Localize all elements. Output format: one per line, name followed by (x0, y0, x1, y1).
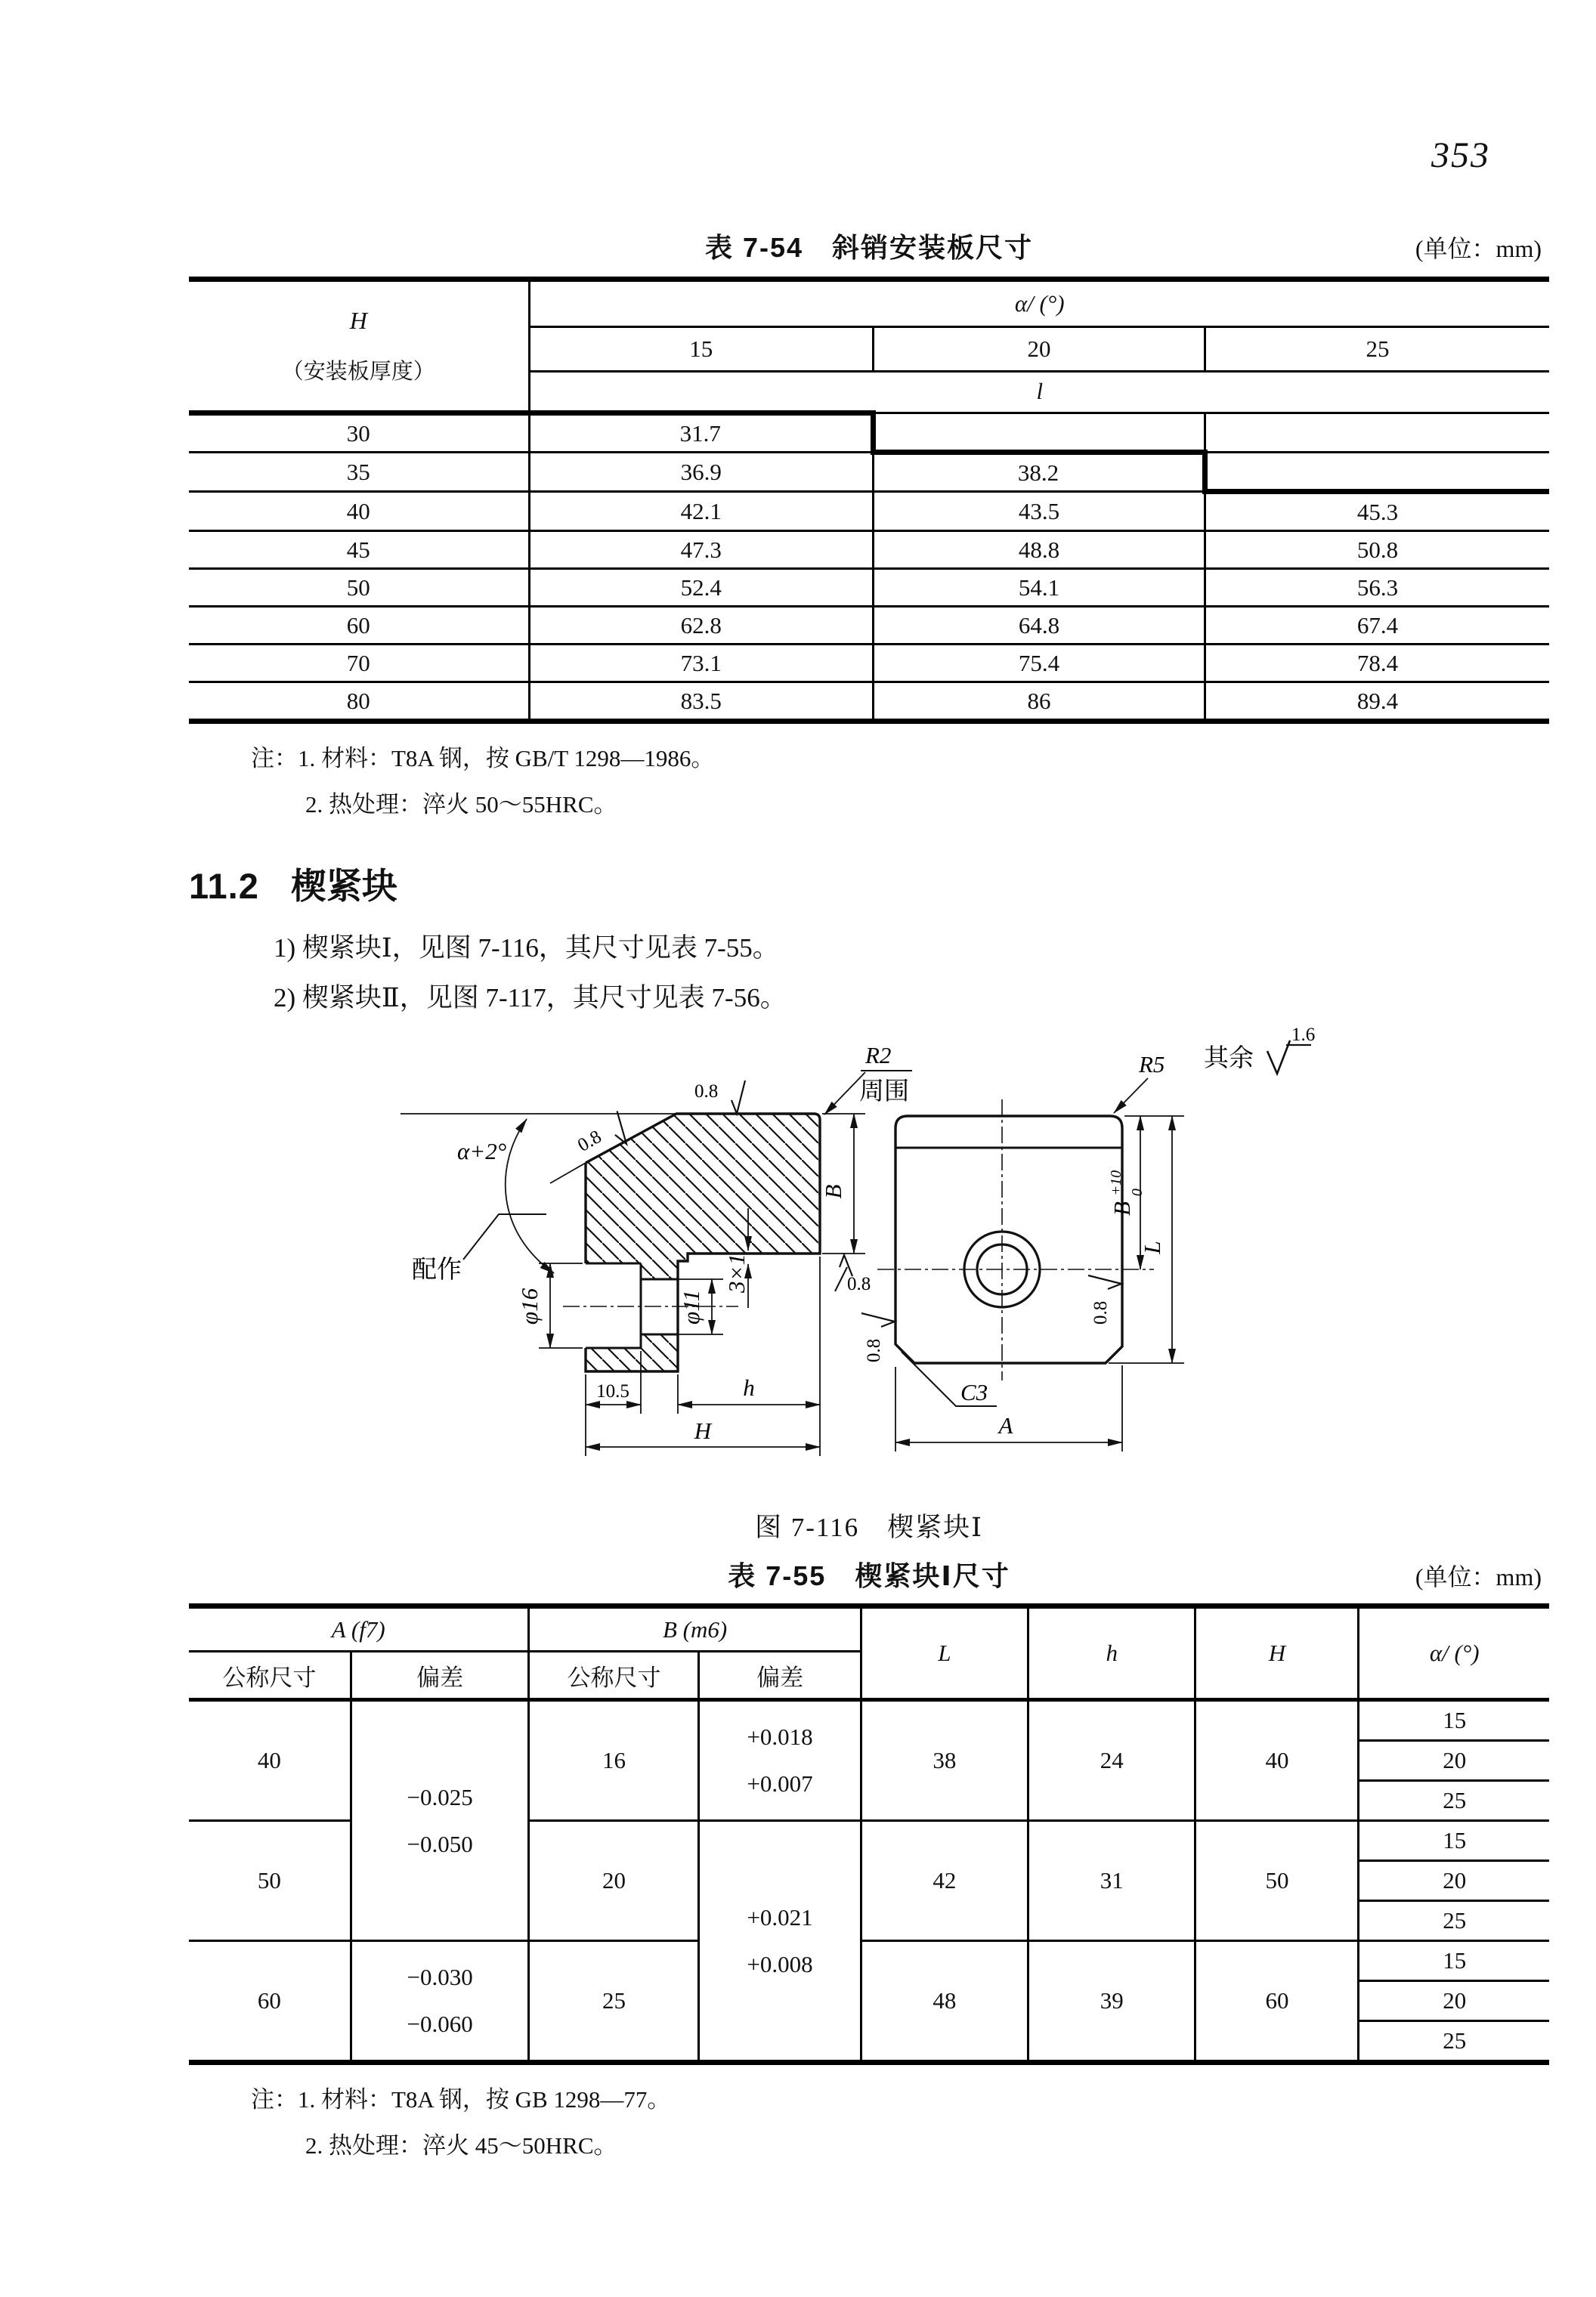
cell-l15: 31.7 (529, 413, 873, 453)
header-nominal-B: 公称尺寸 (529, 1652, 699, 1700)
r2-callout (824, 1042, 912, 1114)
cell-h: 30 (189, 413, 529, 453)
dim-L (1109, 1116, 1184, 1363)
table-row (189, 1941, 1549, 1981)
table-7-54-section (189, 0, 1549, 2160)
cell-h: 40 (189, 492, 529, 531)
cell-h: 39 (1028, 1941, 1195, 2063)
technical-drawing (336, 1027, 1432, 1501)
cell-l20: 75.4 (873, 645, 1205, 682)
table-7-55-title: 表 7-55 楔紧块Ⅰ尺寸 (728, 1560, 1010, 1591)
header-l: l (529, 372, 1549, 413)
surface-note-text: 其余 (1204, 1045, 1254, 1072)
cell-alpha: 15 (1359, 1821, 1549, 1861)
table-7-54-notes (189, 739, 1549, 819)
r5-callout (1114, 1051, 1165, 1113)
roughness-check-icon (1088, 1275, 1121, 1289)
table-row (189, 413, 1549, 453)
roughness-mark-left-edge (861, 1313, 895, 1362)
header-nominal-A: 公称尺寸 (189, 1652, 351, 1700)
cell-l15: 36.9 (529, 453, 873, 492)
svg-text:H: H (694, 1417, 712, 1444)
header-h-sublabel: （安装板厚度） (281, 360, 435, 384)
cell-B-deviation: +0.018 +0.007 (699, 1700, 861, 1821)
list-item: 2) 楔紧块Ⅱ，见图 7-117，其尺寸见表 7-56。 (274, 983, 787, 1012)
table-row (189, 682, 1549, 722)
surface-note-value: 1.6 (1291, 1027, 1316, 1045)
table-7-54 (189, 277, 1549, 724)
cell-A: 40 (189, 1700, 351, 1821)
table-row (189, 607, 1549, 645)
cell-l20: 86 (873, 682, 1205, 722)
cell-B-deviation: +0.021 +0.008 (699, 1821, 861, 2063)
cell-A-deviation: −0.030 −0.060 (351, 1941, 529, 2063)
header-angle-15: 15 (529, 327, 873, 372)
section-items (189, 927, 1549, 1015)
cell-B: 20 (529, 1821, 699, 1941)
dim-A (895, 1365, 1122, 1451)
cell-h: 80 (189, 682, 529, 722)
cell-l20: 43.5 (873, 492, 1205, 531)
table-7-54-title: 表 7-54 斜销安装板尺寸 (704, 232, 1034, 263)
left-view-section (401, 1042, 912, 1456)
cell-A-deviation: −0.025 −0.050 (351, 1700, 529, 1941)
note-line: 2. 热处理：淬火 45～50HRC。 (305, 2132, 617, 2159)
header-alpha: α/ (°) (529, 280, 1549, 327)
cell-l25 (1205, 413, 1549, 453)
svg-text:h: h (743, 1374, 755, 1401)
dim-h (678, 1374, 820, 1405)
table-7-55-notes (189, 2080, 1549, 2160)
cell-alpha: 15 (1359, 1941, 1549, 1981)
svg-text:0.8: 0.8 (694, 1081, 719, 1102)
table-7-55 (189, 1603, 1549, 2065)
cell-l20 (873, 413, 1205, 453)
svg-text:φ16: φ16 (516, 1288, 543, 1325)
note-line: 2. 热处理：淬火 50～55HRC。 (305, 791, 617, 818)
table-row (189, 645, 1549, 682)
roughness-check-icon (861, 1313, 895, 1327)
cell-L: 42 (861, 1821, 1028, 1941)
header-H: H (1195, 1606, 1359, 1700)
svg-text:B +10: B $^{+10}$ 0 (1108, 1170, 1146, 1216)
cell-l20: 64.8 (873, 607, 1205, 645)
figure-caption: 图 7-116 楔紧块Ⅰ (755, 1513, 983, 1542)
cell-alpha: 20 (1359, 1861, 1549, 1901)
counterbore-void (586, 1263, 641, 1348)
note-line: 注：1. 材料：T8A 钢，按 GB 1298—77。 (251, 2086, 671, 2113)
header-A: A (f7) (331, 1615, 385, 1643)
header-L: L (861, 1606, 1028, 1700)
section-heading (189, 858, 1549, 909)
table-7-54-unit: (单位：mm) (1415, 235, 1542, 262)
cell-H: 60 (1195, 1941, 1359, 2063)
note-line: 注：1. 材料：T8A 钢，按 GB/T 1298—1986。 (251, 745, 715, 771)
fit-label: 配作 (412, 1257, 462, 1284)
cell-H: 40 (1195, 1700, 1359, 1821)
cell-l15: 42.1 (529, 492, 873, 531)
header-dev-B: 偏差 (699, 1652, 861, 1700)
header-h-cell (189, 280, 529, 413)
cell-l15: 83.5 (529, 682, 873, 722)
right-view-plan (861, 1051, 1184, 1451)
header-alpha: α/ (°) (1359, 1606, 1549, 1700)
table-row (189, 453, 1549, 492)
cell-l20: 48.8 (873, 531, 1205, 569)
fit-callout (412, 1214, 546, 1284)
cell-l15: 62.8 (529, 607, 873, 645)
header-h: h (1028, 1606, 1195, 1700)
cell-B: 25 (529, 1941, 699, 2063)
svg-text:B: B (820, 1184, 846, 1199)
cell-l20: 54.1 (873, 569, 1205, 607)
cell-l25: 56.3 (1205, 569, 1549, 607)
angle-arc (506, 1119, 554, 1273)
roughness-check-icon (732, 1080, 745, 1114)
roughness-mark-bottom (835, 1255, 871, 1294)
table-7-54-title-row (189, 227, 1549, 266)
cell-l25: 67.4 (1205, 607, 1549, 645)
table-row (189, 569, 1549, 607)
svg-text:L: L (1139, 1241, 1165, 1254)
c3-callout (902, 1352, 997, 1406)
cell-h: 24 (1028, 1700, 1195, 1821)
cell-h: 70 (189, 645, 529, 682)
table-row (189, 492, 1549, 531)
angle-label: α+2° (457, 1138, 507, 1164)
svg-text:0.8: 0.8 (847, 1274, 871, 1294)
plan-outline (895, 1116, 1122, 1363)
list-item: 1) 楔紧块Ⅰ，见图 7-116，其尺寸见表 7-55。 (274, 933, 779, 963)
svg-text:A: A (998, 1412, 1013, 1439)
c3-label: C3 (960, 1379, 988, 1405)
svg-text:0.8: 0.8 (574, 1126, 605, 1156)
cell-h: 35 (189, 453, 529, 492)
cell-l15: 47.3 (529, 531, 873, 569)
cell-alpha: 25 (1359, 1781, 1549, 1821)
cell-alpha: 25 (1359, 2021, 1549, 2063)
surface-roughness-general (1204, 1027, 1315, 1074)
cell-l15: 52.4 (529, 569, 873, 607)
cell-alpha: 15 (1359, 1700, 1549, 1741)
table-7-55-title-row (189, 1555, 1549, 1594)
roughness-check-icon (840, 1255, 852, 1276)
r5-label: R5 (1139, 1051, 1165, 1077)
header-dev-A: 偏差 (351, 1652, 529, 1700)
table-7-55-unit: (单位：mm) (1415, 1563, 1542, 1591)
svg-text:3×1: 3×1 (723, 1254, 750, 1293)
cell-h: 31 (1028, 1821, 1195, 1941)
cell-H: 50 (1195, 1821, 1359, 1941)
table-row (189, 531, 1549, 569)
section-title: 楔紧块 (290, 866, 397, 906)
header-h-label: H (349, 307, 367, 334)
dim-H (586, 1417, 820, 1447)
figure-7-116 (336, 1027, 1549, 1505)
roughness-mark-top (694, 1080, 745, 1114)
cell-l25: 78.4 (1205, 645, 1549, 682)
header-B: B (m6) (529, 1606, 861, 1652)
dim-phi16 (516, 1263, 583, 1348)
cell-l25: 89.4 (1205, 682, 1549, 722)
svg-text:0.8: 0.8 (864, 1338, 884, 1362)
cell-l20: 38.2 (873, 453, 1205, 492)
svg-text:10.5: 10.5 (596, 1381, 629, 1402)
cell-l25: 45.3 (1205, 492, 1549, 531)
r2-scope-label: 周围 (859, 1078, 909, 1105)
svg-text:0.8: 0.8 (1090, 1300, 1111, 1325)
cell-l25: 50.8 (1205, 531, 1549, 569)
cell-alpha: 20 (1359, 1981, 1549, 2021)
cell-h: 50 (189, 569, 529, 607)
cell-A: 60 (189, 1941, 351, 2063)
dim-B (820, 1114, 865, 1254)
cell-h: 60 (189, 607, 529, 645)
cell-h: 45 (189, 531, 529, 569)
section-number: 11.2 (189, 866, 259, 906)
cell-B: 16 (529, 1700, 699, 1821)
svg-text:φ11: φ11 (678, 1290, 704, 1325)
header-angle-25: 25 (1205, 327, 1549, 372)
roughness-mark-right-edge (1088, 1275, 1121, 1325)
cell-alpha: 20 (1359, 1741, 1549, 1781)
cell-A: 50 (189, 1821, 351, 1941)
cell-l25 (1205, 453, 1549, 492)
cell-L: 48 (861, 1941, 1028, 2063)
r2-label: R2 (865, 1042, 892, 1068)
page-number: 353 (1431, 135, 1490, 175)
cell-l15: 73.1 (529, 645, 873, 682)
cell-L: 38 (861, 1700, 1028, 1821)
table-row (189, 1700, 1549, 1741)
cell-alpha: 25 (1359, 1901, 1549, 1941)
header-angle-20: 20 (873, 327, 1205, 372)
